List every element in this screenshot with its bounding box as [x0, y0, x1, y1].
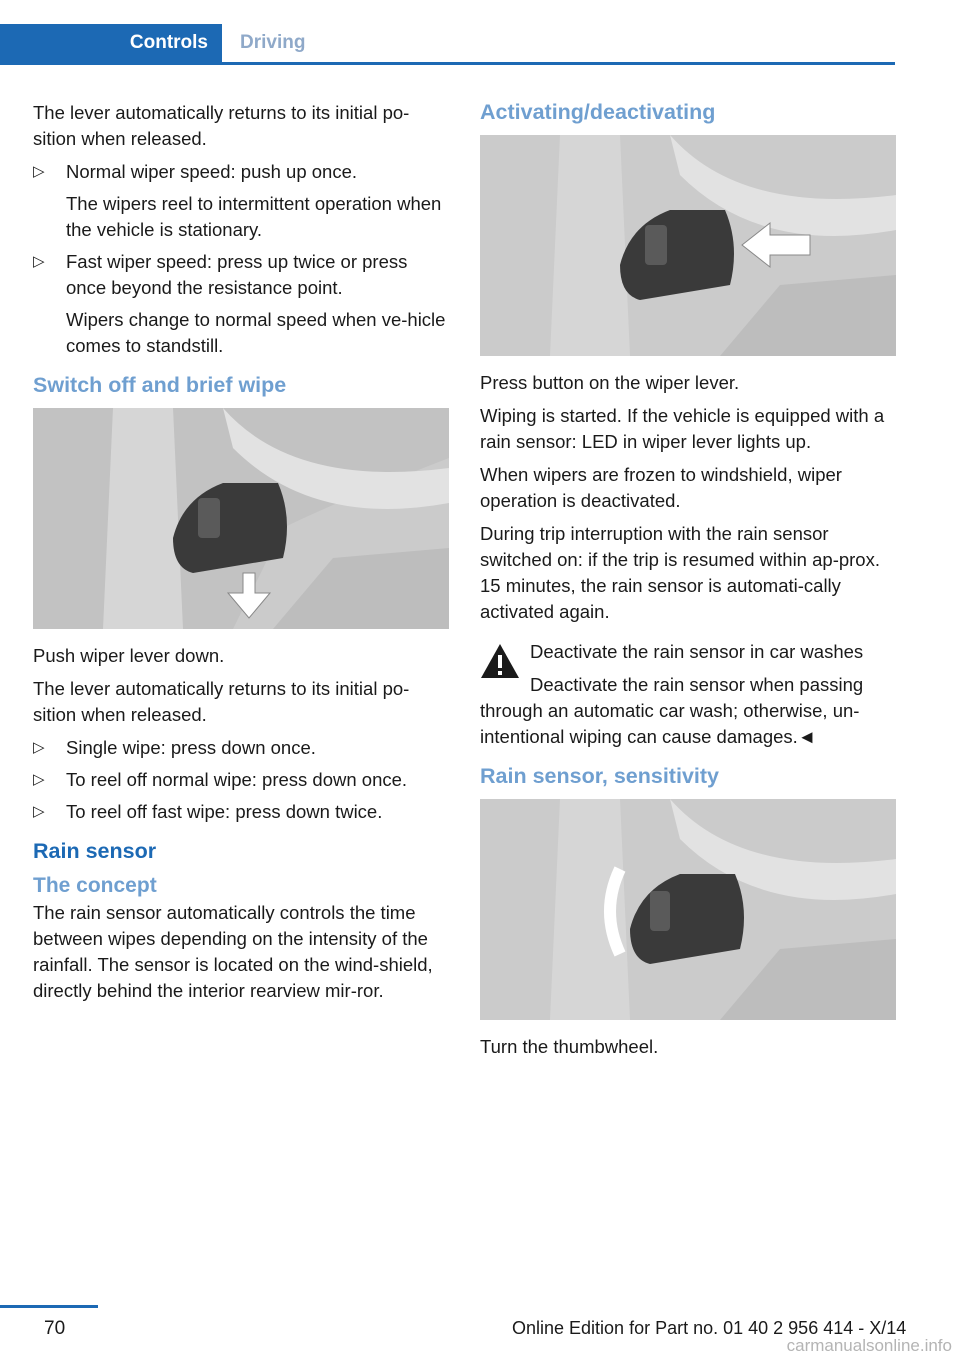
list-item-text: To reel off normal wipe: press down once.	[66, 769, 408, 790]
tab-controls[interactable]: Controls	[0, 24, 222, 62]
wiper-button-image	[480, 135, 896, 356]
paragraph-turn-thumbwheel: Turn the thumbwheel.	[480, 1036, 659, 1057]
paragraph-lever-returns-2: The lever automatically returns to its initial po-sition when released.	[33, 678, 410, 725]
paragraph-press-button: Press button on the wiper lever.	[480, 372, 740, 393]
heading-sensitivity: Rain sensor, sensitivity	[480, 764, 719, 788]
paragraph-frozen: When wipers are frozen to windshield, wiper operation is deactivated.	[480, 464, 842, 511]
list-item-main: Normal wiper speed: push up once.	[66, 161, 358, 182]
page-number: 70	[44, 1318, 66, 1339]
list-item	[33, 767, 449, 793]
heading-switch-off: Switch off and brief wipe	[33, 373, 287, 397]
list-item	[33, 159, 449, 243]
list-item-text: To reel off fast wipe: press down twice.	[66, 801, 383, 822]
warning-text: Deactivate the rain sensor when passing through an automatic car wash; otherwise, un-intentional wiping can cause damages.◄	[480, 674, 864, 747]
paragraph-push-lever: Push wiper lever down.	[33, 645, 225, 666]
wipe-modes-list	[33, 735, 449, 825]
header-tab-bar	[0, 24, 895, 65]
heading-concept: The concept	[33, 874, 157, 897]
warning-title: Deactivate the rain sensor in car washes	[530, 641, 864, 662]
thumbwheel-image	[480, 799, 896, 1020]
tab-driving[interactable]: Driving	[240, 32, 306, 53]
list-item-sub: The wipers reel to intermittent operation when the vehicle is stationary.	[66, 193, 442, 240]
triangle-right-icon: ▷	[33, 163, 45, 180]
list-item-main: Fast wiper speed: press up twice or press once beyond the resistance point.	[66, 251, 408, 298]
paragraph-concept: The rain sensor automatically controls the time between wipes depending on the intensity of the rainfall. The sensor is located on the wind-shield, directly behind the interior rearview mir-ror.	[33, 902, 433, 1001]
right-column	[480, 100, 896, 1067]
list-item-text: Single wipe: press down once.	[66, 737, 316, 758]
list-item	[33, 799, 449, 825]
heading-activating: Activating/deactivating	[480, 100, 716, 124]
wiper-lever-down-image	[33, 408, 449, 629]
heading-rain-sensor: Rain sensor	[33, 839, 157, 863]
paragraph-wiping-started: Wiping is started. If the vehicle is equipped with a rain sensor: LED in wiper lever lights up.	[480, 405, 885, 452]
edition-text: Online Edition for Part no. 01 40 2 956 414 - X/14	[512, 1318, 907, 1338]
list-item-sub: Wipers change to normal speed when ve-hicle comes to standstill.	[66, 309, 446, 356]
triangle-right-icon: ▷	[33, 803, 45, 820]
watermark: carmanualsonline.info	[786, 1336, 952, 1355]
warning-triangle-icon	[480, 643, 520, 684]
paragraph-lever-returns: The lever automatically returns to its initial po-sition when released.	[33, 102, 410, 149]
footer-accent-line	[0, 1305, 98, 1308]
list-item	[33, 249, 449, 359]
triangle-right-icon: ▷	[33, 771, 45, 788]
left-column	[33, 100, 449, 1011]
paragraph-trip-interruption: During trip interruption with the rain sensor switched on: if the trip is resumed within ap-prox. 15 minutes, the rain sensor is automati-cally activated again.	[480, 523, 880, 622]
warning-box	[480, 639, 896, 665]
list-item	[33, 735, 449, 761]
triangle-right-icon: ▷	[33, 739, 45, 756]
wiper-speed-list	[33, 159, 449, 359]
triangle-right-icon: ▷	[33, 253, 45, 270]
